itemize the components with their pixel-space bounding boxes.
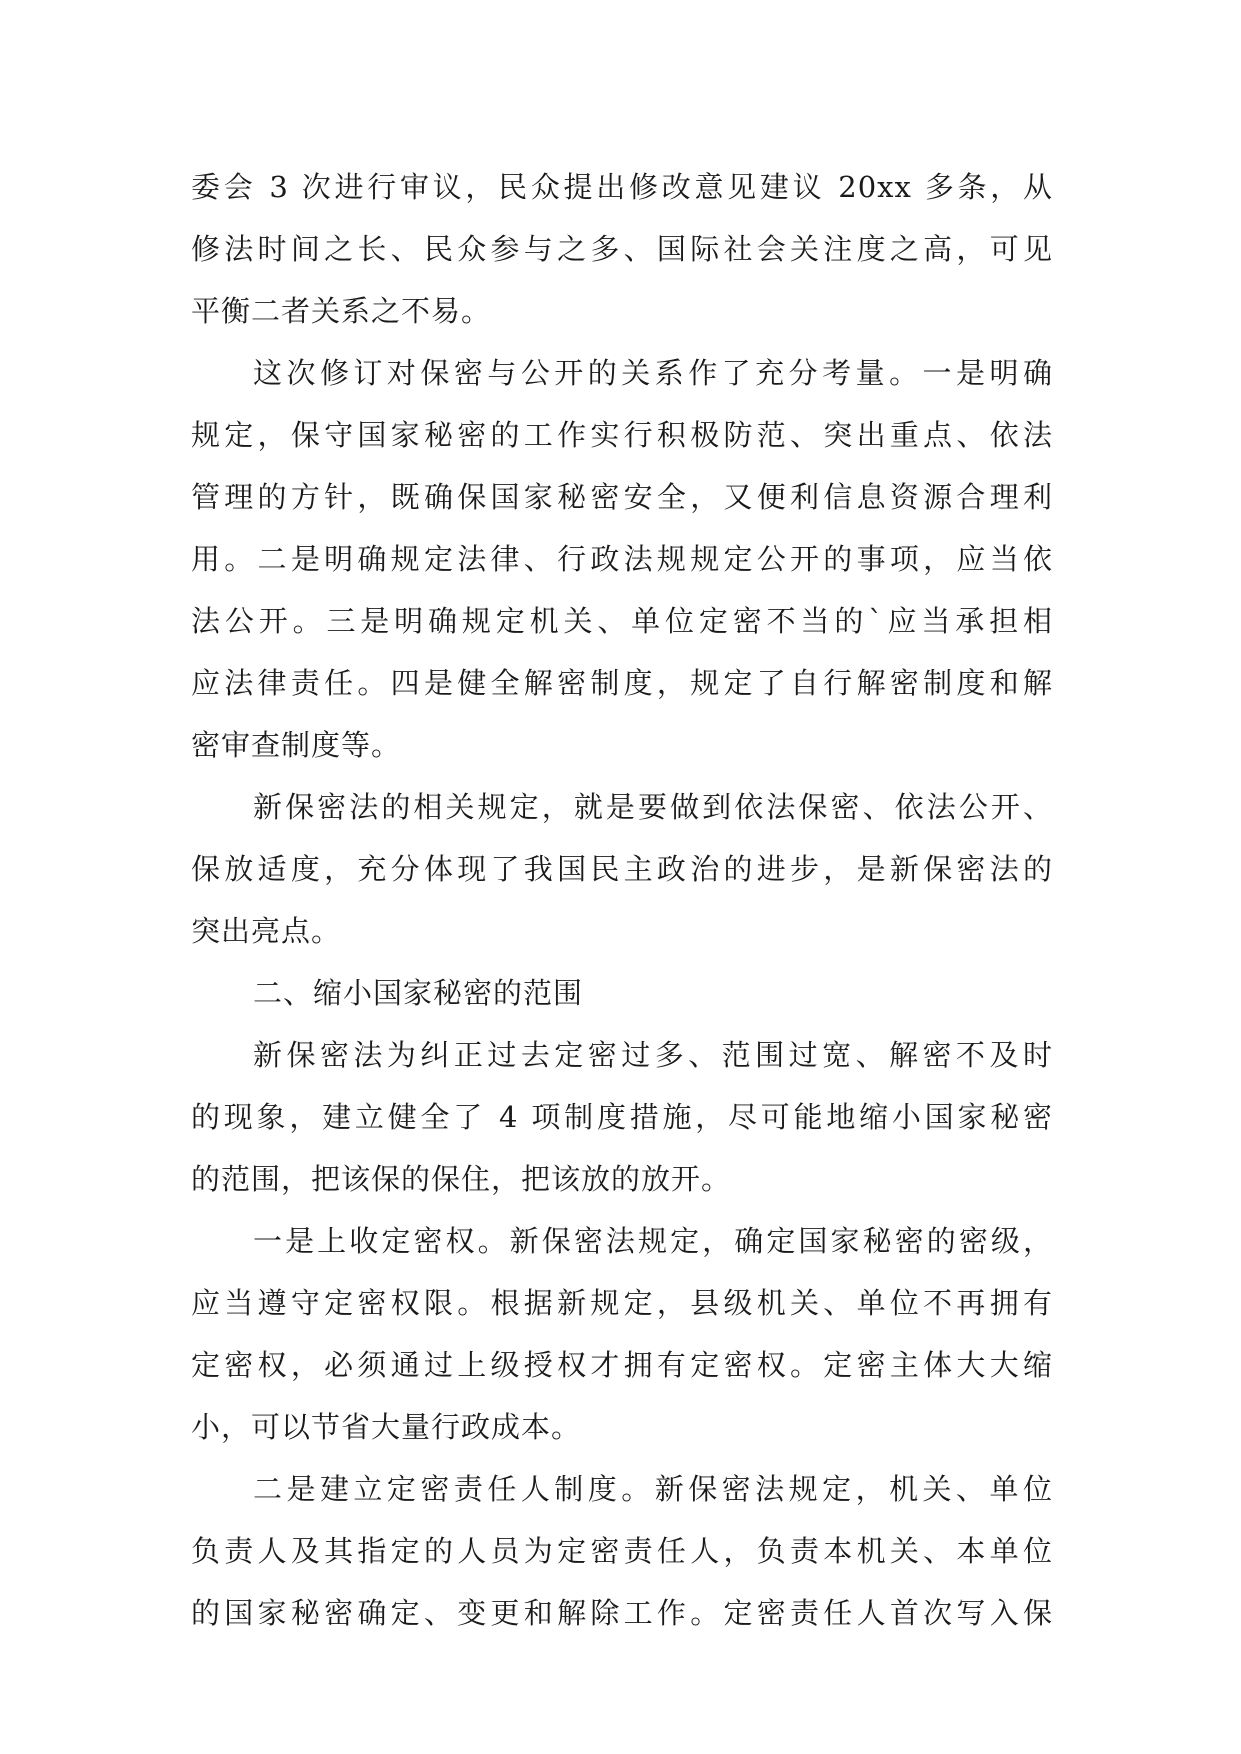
paragraph-7-line-3: 的国家秘密确定、变更和解除工作。定密责任人首次写入保 [191, 1596, 1053, 1630]
paragraph-2-line-2: 规定，保守国家秘密的工作实行积极防范、突出重点、依法 [191, 418, 1053, 452]
paragraph-6-line-4: 小，可以节省大量行政成本。 [191, 1410, 582, 1444]
section-heading: 二、缩小国家秘密的范围 [253, 976, 584, 1010]
paragraph-2-line-3: 管理的方针，既确保国家秘密安全，又便利信息资源合理利 [191, 480, 1053, 514]
paragraph-5-line-1: 新保密法为纠正过去定密过多、范围过宽、解密不及时 [253, 1038, 1053, 1072]
paragraph-2-line-4: 用。二是明确规定法律、行政法规规定公开的事项，应当依 [191, 542, 1053, 576]
paragraph-3-line-1: 新保密法的相关规定，就是要做到依法保密、依法公开、 [253, 790, 1053, 824]
paragraph-7-line-1: 二是建立定密责任人制度。新保密法规定，机关、单位 [253, 1472, 1053, 1506]
paragraph-3-line-3: 突出亮点。 [191, 914, 342, 948]
paragraph-2-line-7: 密审查制度等。 [191, 728, 402, 762]
paragraph-6-line-1: 一是上收定密权。新保密法规定，确定国家秘密的密级， [253, 1224, 1053, 1258]
paragraph-2-line-6: 应法律责任。四是健全解密制度，规定了自行解密制度和解 [191, 666, 1053, 700]
paragraph-3-line-2: 保放适度，充分体现了我国民主政治的进步，是新保密法的 [191, 852, 1053, 886]
paragraph-5-line-3: 的范围，把该保的保住，把该放的放开。 [191, 1162, 732, 1196]
paragraph-2-line-1: 这次修订对保密与公开的关系作了充分考量。一是明确 [253, 356, 1053, 390]
paragraph-7-line-2: 负责人及其指定的人员为定密责任人，负责本机关、本单位 [191, 1534, 1053, 1568]
document-body [191, 156, 1053, 1644]
paragraph-6-line-3: 定密权，必须通过上级授权才拥有定密权。定密主体大大缩 [191, 1348, 1053, 1382]
paragraph-5-line-2: 的现象，建立健全了 4 项制度措施，尽可能地缩小国家秘密 [191, 1100, 1053, 1134]
paragraph-1-line-2: 修法时间之长、民众参与之多、国际社会关注度之高，可见 [191, 232, 1053, 266]
paragraph-2-line-5: 法公开。三是明确规定机关、单位定密不当的`应当承担相 [191, 604, 1053, 638]
paragraph-1-line-3: 平衡二者关系之不易。 [191, 294, 492, 328]
paragraph-1-line-1: 委会 3 次进行审议，民众提出修改意见建议 20xx 多条，从 [191, 170, 1053, 204]
paragraph-6-line-2: 应当遵守定密权限。根据新规定，县级机关、单位不再拥有 [191, 1286, 1053, 1320]
